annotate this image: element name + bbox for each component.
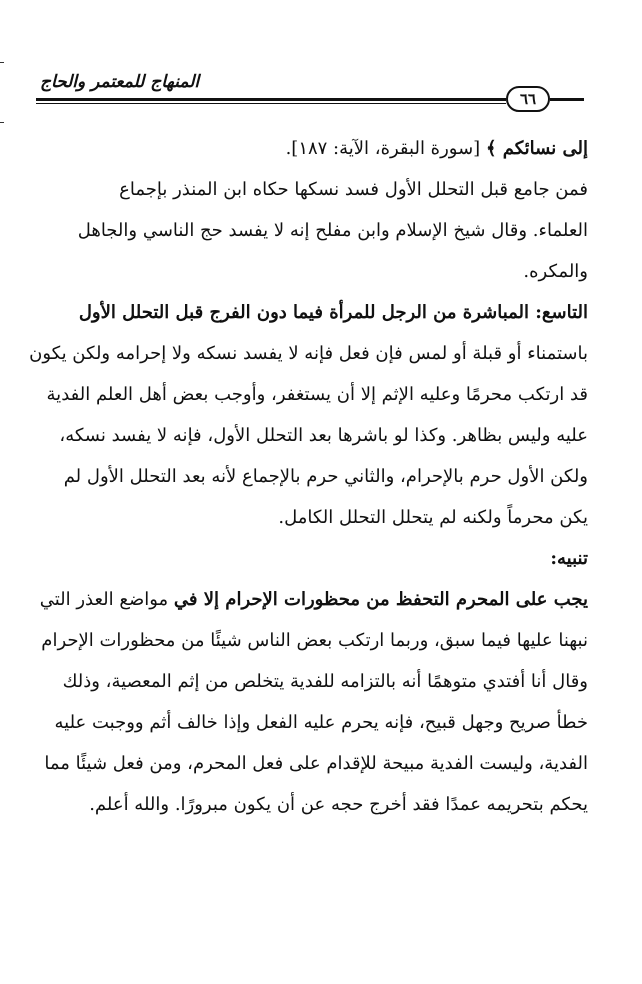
line-text: باستمناء أو قبلة أو لمس فإن فعل فإنه لا يفسد نسكه ولا إحرامه ولكن يكون <box>29 343 588 364</box>
line-text: [سورة البقرة، الآية: ١٨٧]. <box>285 138 486 159</box>
line-text: خطأ صريح وجهل قبيح، فإنه يحرم عليه الفعل وإذا خالف أثم ووجبت عليه <box>54 712 588 733</box>
text-line <box>41 620 588 661</box>
line-text: وقال أنا أفتدي متوهمًا أنه بالتزامه للفدية يتخلص من إثم المعصية، وذلك <box>62 671 588 692</box>
text-line <box>58 415 588 456</box>
body-text <box>29 128 588 825</box>
line-text: عليه وليس بظاهر. وكذا لو باشرها بعد التحلل الأول، فإنه لا يفسد نسكه، <box>59 425 588 446</box>
line-text: الفدية، وليست الفدية مبيحة للإقدام على فعل المحرم، ومن فعل شيئًا مما <box>44 753 588 774</box>
bold-phrase: يجب على المحرم التحفظ من محظورات الإحرام إلا في <box>173 589 588 610</box>
text-line <box>58 661 588 702</box>
line-text: ولكن الأول حرم بالإحرام، والثاني حرم بالإجماع لأنه بعد التحلل الأول لم <box>63 466 588 487</box>
line-text: يكن محرماً ولكنه لم يتحلل التحلل الكامل. <box>278 507 588 528</box>
line-text: والمكره. <box>523 261 588 282</box>
text-line <box>44 743 588 784</box>
text-line <box>58 784 588 825</box>
text-line <box>58 251 588 292</box>
running-title: المنهاج للمعتمر والحاج <box>40 72 200 92</box>
page-number: ٦٦ <box>506 86 550 112</box>
text-line <box>58 210 588 251</box>
line-text: قد ارتكب محرمًا وعليه الإثم إلا أن يستغفر، وأوجب بعض أهل العلم الفدية <box>46 384 588 405</box>
text-line <box>39 579 588 620</box>
line-text: فمن جامع قبل التحلل الأول فسد نسكها حكاه ابن المنذر بإجماع <box>119 179 588 200</box>
line-text: مواضع العذر التي <box>39 589 174 610</box>
text-line <box>54 702 588 743</box>
bold-phrase: إلى نسائكم ﴾ <box>485 138 588 159</box>
bold-phrase: التاسع: المباشرة من الرجل للمرأة فيما دون الفرج قبل التحلل الأول <box>78 302 588 323</box>
text-line <box>58 538 588 579</box>
line-text: نبهنا عليها فيما سبق، وربما ارتكب بعض الناس شيئًا من محظورات الإحرام <box>41 630 588 651</box>
header-rule <box>36 98 506 101</box>
text-line <box>46 374 588 415</box>
line-text: يحكم بتحريمه عمدًا فقد أخرج حجه عن أن يكون مبرورًا. والله أعلم. <box>89 794 588 815</box>
header-rule-thin <box>36 103 506 104</box>
text-line <box>58 497 588 538</box>
line-text: العلماء. وقال شيخ الإسلام وابن مفلح إنه لا يفسد حج الناسي والجاهل <box>77 220 588 241</box>
text-line <box>58 128 588 169</box>
text-line <box>58 169 588 210</box>
text-line <box>29 333 588 374</box>
text-line <box>58 292 588 333</box>
margin-mark <box>0 62 4 63</box>
bold-phrase: تنبيه: <box>550 548 588 569</box>
header-rule-tail <box>550 98 584 101</box>
text-line <box>58 456 588 497</box>
margin-mark <box>0 122 4 123</box>
page-header <box>36 70 584 114</box>
